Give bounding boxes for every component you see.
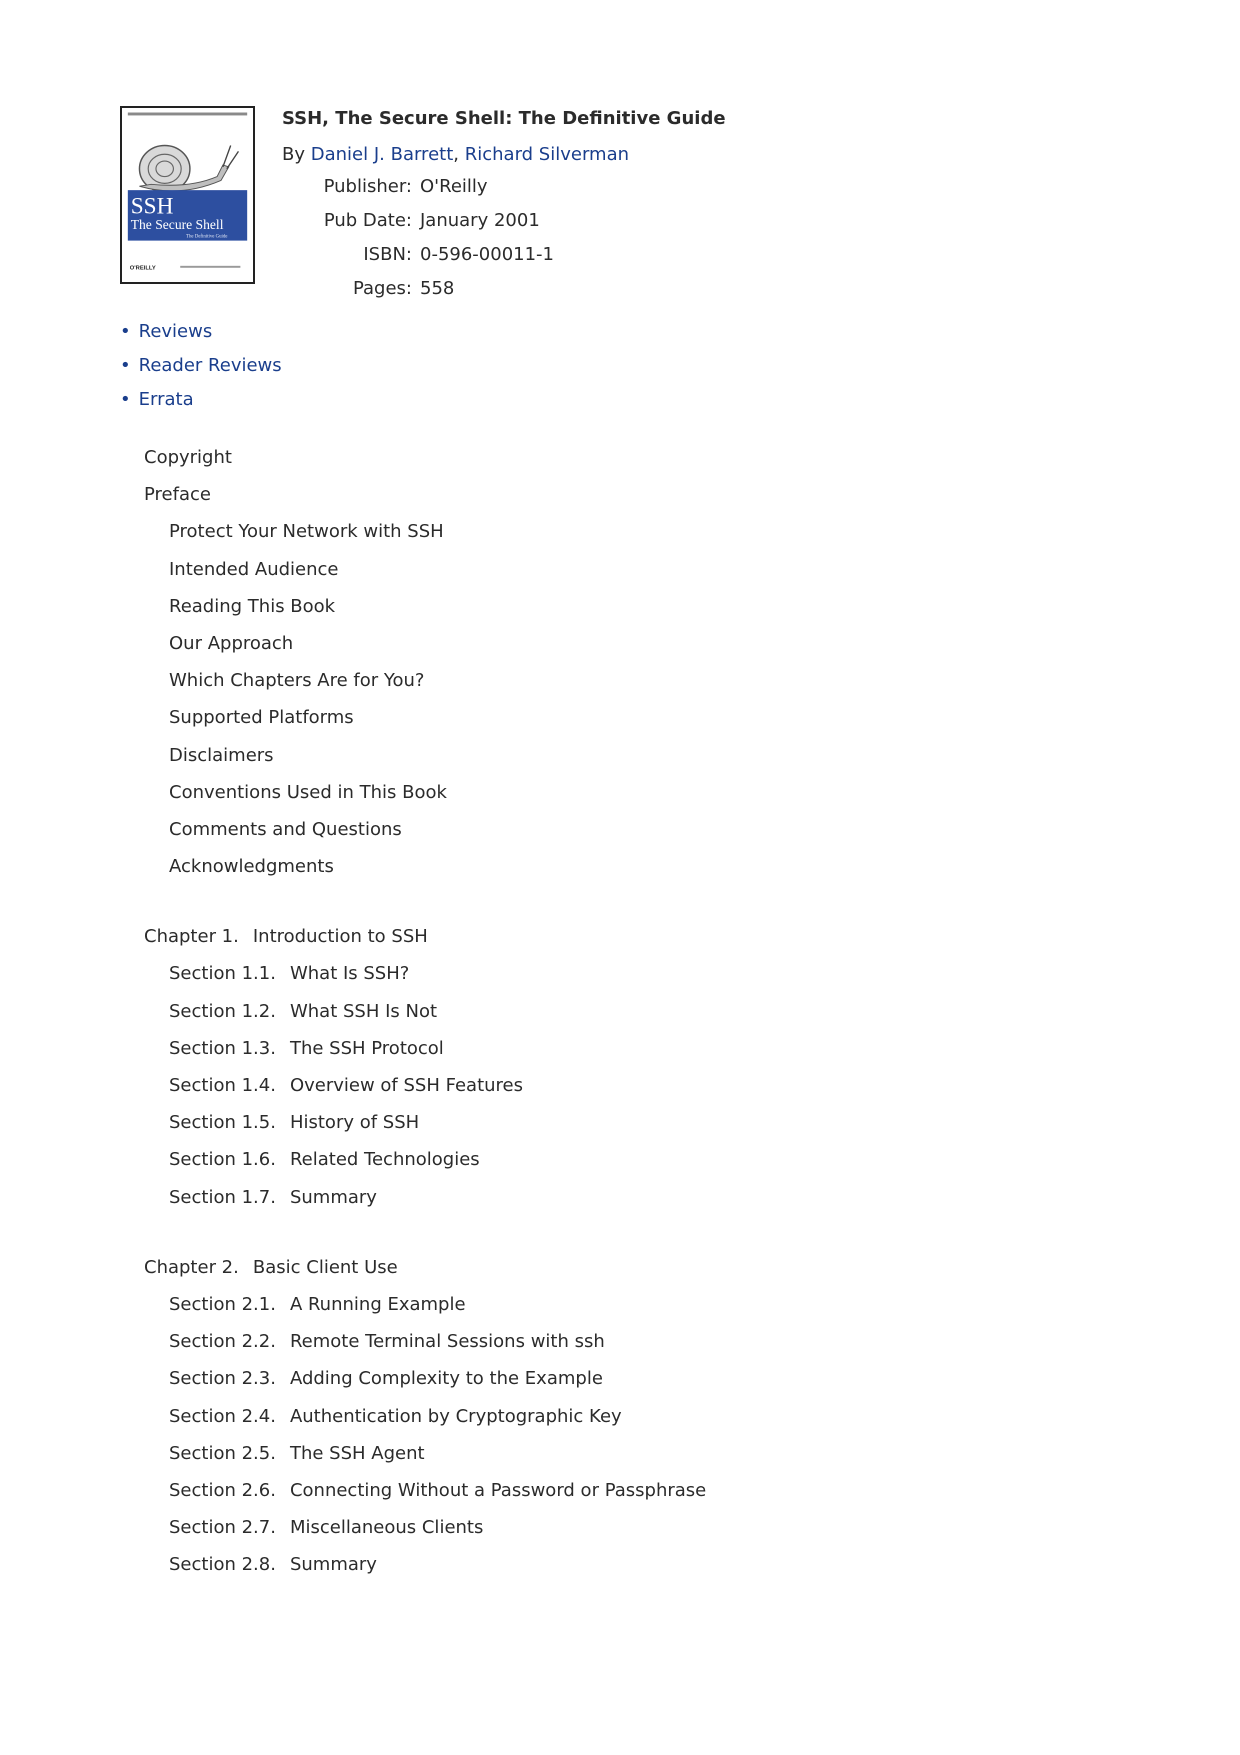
errata-link[interactable]: Errata: [138, 389, 194, 410]
section-number: Section 2.4.: [169, 1405, 276, 1427]
section-title: The SSH Protocol: [289, 1037, 444, 1059]
section-number: Section 1.1.: [169, 963, 276, 985]
section-title: Authentication by Cryptographic Key: [289, 1405, 622, 1427]
section-title: Adding Complexity to the Example: [289, 1368, 603, 1390]
meta-label: ISBN:: [363, 244, 412, 265]
cover-title-sub: The Secure Shell: [130, 216, 224, 232]
chapter-number: Chapter 1.: [144, 926, 239, 948]
section-title: Connecting Without a Password or Passphrase: [289, 1479, 707, 1501]
meta-pages: [250, 278, 700, 299]
toc-preface-section[interactable]: Our Approach: [169, 632, 294, 654]
section-title: Miscellaneous Clients: [289, 1517, 484, 1539]
toc-section-2-2[interactable]: [144, 1330, 1044, 1367]
section-title: History of SSH: [289, 1112, 420, 1134]
meta-label: Publisher:: [323, 176, 412, 197]
toc-section-1-5[interactable]: [144, 1111, 1044, 1148]
meta-value: 0-596-00011-1: [420, 244, 555, 265]
link-item: [120, 388, 282, 422]
toc-spacer: [144, 1223, 1044, 1256]
section-title: What Is SSH?: [289, 963, 410, 985]
toc-section-1-4[interactable]: [144, 1074, 1044, 1111]
cover-subtitle: The Definitive Guide: [186, 234, 228, 240]
section-number: Section 1.7.: [169, 1186, 276, 1208]
link-item: [120, 320, 282, 354]
link-item: [120, 354, 282, 388]
toc-section-1-7[interactable]: [144, 1186, 1044, 1223]
toc-preface-section[interactable]: Acknowledgments: [169, 856, 334, 878]
toc-chapter-2[interactable]: [144, 1256, 1044, 1293]
section-number: Section 1.2.: [169, 1000, 276, 1022]
section-title: Remote Terminal Sessions with ssh: [289, 1331, 605, 1353]
chapter-title: Basic Client Use: [252, 1256, 398, 1278]
byline: [282, 144, 629, 165]
reviews-link[interactable]: Reviews: [138, 321, 213, 342]
chapter-number: Chapter 2.: [144, 1256, 239, 1278]
toc-preface-section[interactable]: Protect Your Network with SSH: [169, 521, 444, 543]
book-cover-image: [120, 106, 255, 284]
section-number: Section 1.6.: [169, 1149, 276, 1171]
section-title: Related Technologies: [289, 1149, 480, 1171]
toc-section-2-3[interactable]: [144, 1367, 1044, 1404]
toc-preface-section[interactable]: Which Chapters Are for You?: [169, 670, 425, 692]
by-label: By: [282, 144, 306, 165]
meta-value: January 2001: [420, 210, 540, 231]
section-number: Section 2.6.: [169, 1479, 276, 1501]
section-title: What SSH Is Not: [289, 1000, 438, 1022]
toc-preface-section[interactable]: Reading This Book: [169, 595, 336, 617]
section-number: Section 1.4.: [169, 1075, 276, 1096]
book-title: SSH, The Secure Shell: The Definitive Guide: [282, 108, 726, 129]
bullet-icon: •: [120, 321, 131, 342]
toc-section-1-3[interactable]: [144, 1037, 1044, 1074]
toc-preface[interactable]: Preface: [144, 484, 211, 506]
toc-section-2-8[interactable]: [144, 1553, 1044, 1590]
author-link-silverman[interactable]: Richard Silverman: [464, 144, 630, 165]
meta-publisher: [250, 176, 700, 197]
meta-label: Pub Date:: [323, 210, 412, 231]
meta-isbn: [250, 244, 700, 265]
toc-section-2-7[interactable]: [144, 1516, 1044, 1553]
section-number: Section 1.3.: [169, 1037, 276, 1059]
toc-preface-section[interactable]: Comments and Questions: [169, 818, 402, 840]
toc-chapter-1[interactable]: [144, 925, 1044, 962]
toc-copyright[interactable]: Copyright: [144, 447, 232, 468]
toc-preface-section[interactable]: Intended Audience: [169, 558, 339, 580]
cover-title-main: SSH: [130, 193, 174, 220]
resource-links: [120, 320, 282, 422]
meta-pub-date: [250, 210, 700, 231]
section-title: Overview of SSH Features: [289, 1075, 523, 1096]
section-number: Section 2.5.: [169, 1442, 276, 1464]
section-number: Section 2.2.: [169, 1331, 276, 1353]
section-number: Section 2.1.: [169, 1293, 276, 1315]
section-title: The SSH Agent: [289, 1442, 425, 1464]
bullet-icon: •: [120, 355, 131, 376]
cover-publisher-logo: O'REILLY: [129, 265, 156, 272]
toc-preface-section[interactable]: Disclaimers: [169, 744, 274, 766]
section-number: Section 2.3.: [169, 1368, 276, 1390]
chapter-title: Introduction to SSH: [252, 926, 428, 948]
section-number: Section 2.8.: [169, 1554, 276, 1576]
author-separator: ,: [453, 144, 459, 165]
toc-section-2-5[interactable]: [144, 1442, 1044, 1479]
meta-value: O'Reilly: [420, 176, 488, 197]
table-of-contents: [144, 446, 1044, 1590]
toc-section-1-1[interactable]: [144, 962, 1044, 999]
meta-value: 558: [420, 278, 455, 299]
toc-section-2-4[interactable]: [144, 1405, 1044, 1442]
section-title: Summary: [289, 1554, 377, 1576]
toc-section-2-1[interactable]: [144, 1293, 1044, 1330]
toc-section-2-6[interactable]: [144, 1479, 1044, 1516]
section-title: A Running Example: [289, 1293, 466, 1315]
toc-preface-section[interactable]: Supported Platforms: [169, 707, 354, 729]
toc-section-1-6[interactable]: [144, 1148, 1044, 1185]
author-link-barrett[interactable]: Daniel J. Barrett: [310, 144, 454, 165]
toc-spacer: [144, 892, 1044, 925]
toc-section-1-2[interactable]: [144, 1000, 1044, 1037]
bullet-icon: •: [120, 389, 131, 410]
toc-preface-section[interactable]: Conventions Used in This Book: [169, 781, 447, 803]
meta-label: Pages:: [352, 278, 412, 299]
section-number: Section 2.7.: [169, 1517, 276, 1539]
reader-reviews-link[interactable]: Reader Reviews: [138, 355, 282, 376]
section-number: Section 1.5.: [169, 1112, 276, 1134]
section-title: Summary: [289, 1186, 377, 1208]
